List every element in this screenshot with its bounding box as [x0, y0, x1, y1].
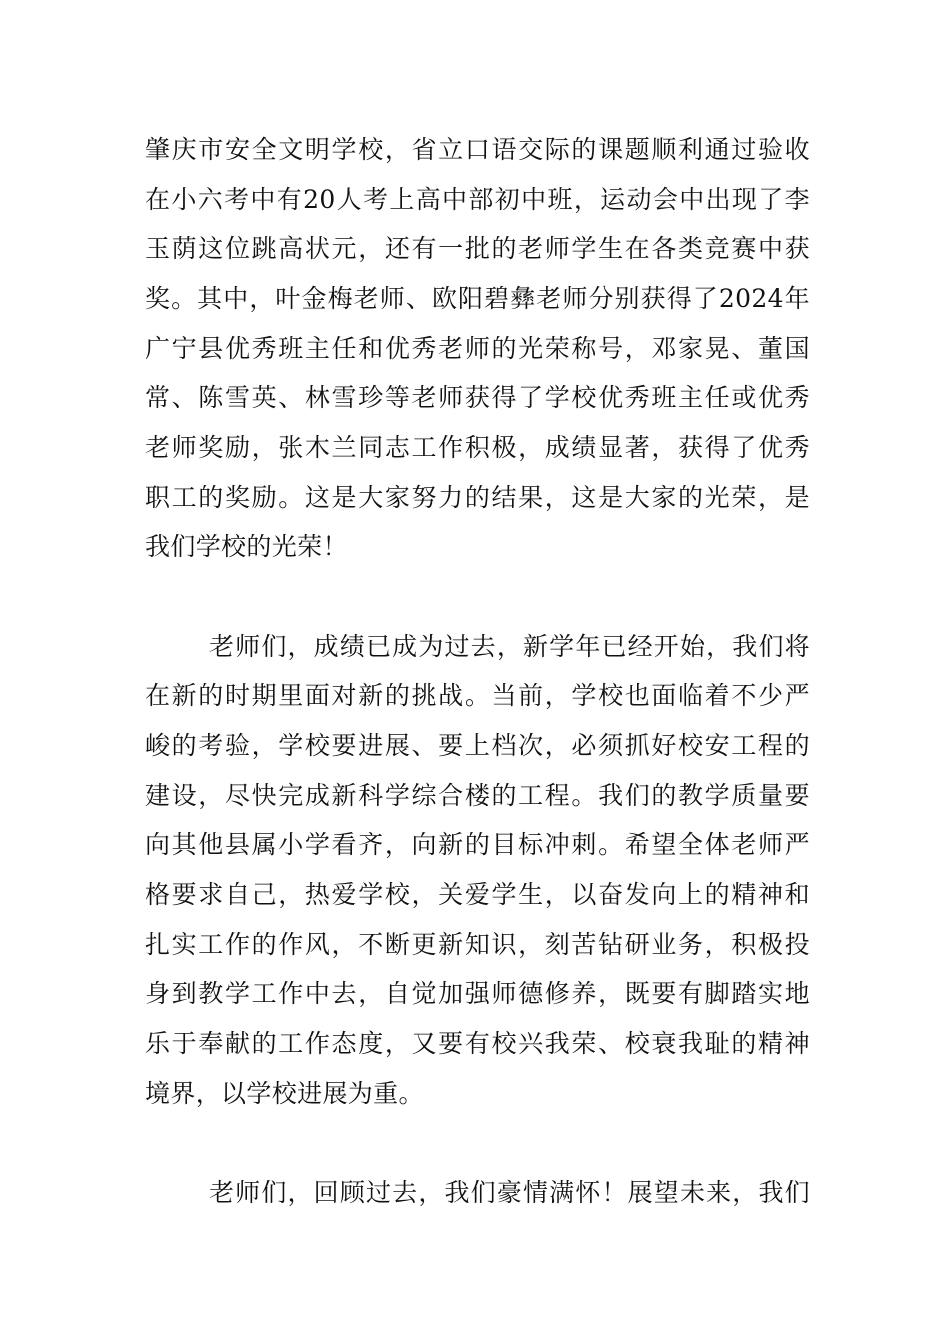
- paragraph-1-line-9: 我们学校的光荣！: [145, 532, 348, 561]
- paragraph-2-line-6: 格要求自己，热爱学校，关爱学生，以奋发向上的精神和: [145, 880, 810, 909]
- paragraph-3-line-1: 老师们，回顾过去，我们豪情满怀！展望未来，我们: [209, 1178, 810, 1207]
- paragraph-2-line-10: 境界，以学校进展为重。: [145, 1079, 424, 1108]
- paragraph-1-line-7: 老师奖励，张木兰同志工作积极，成绩显著，获得了优秀: [145, 433, 810, 462]
- paragraph-1-line-6: 常、陈雪英、林雪珍等老师获得了学校优秀班主任或优秀: [145, 383, 810, 412]
- paragraph-2-line-4: 建设，尽快完成新科学综合楼的工程。我们的教学质量要: [145, 781, 810, 810]
- paragraph-2-line-1: 老师们，成绩已成为过去，新学年已经开始，我们将: [209, 632, 810, 661]
- paragraph-2-line-7: 扎实工作的作风，不断更新知识，刻苦钻研业务，积极投: [145, 930, 810, 959]
- paragraph-1-line-2: 在小六考中有20人考上高中部初中班，运动会中出现了李: [145, 185, 810, 214]
- paragraph-1-line-4: 奖。其中，叶金梅老师、欧阳碧彝老师分别获得了2024年: [145, 284, 810, 313]
- paragraph-2-line-9: 乐于奉献的工作态度，又要有校兴我荣、校衰我耻的精神: [145, 1029, 810, 1058]
- paragraph-1-line-3: 玉荫这位跳高状元，还有一批的老师学生在各类竞赛中获: [145, 234, 810, 263]
- paragraph-2-line-8: 身到教学工作中去，自觉加强师德修养，既要有脚踏实地: [145, 979, 810, 1008]
- paragraph-2-line-3: 峻的考验，学校要进展、要上档次，必须抓好校安工程的: [145, 731, 810, 760]
- paragraph-2-line-2: 在新的时期里面对新的挑战。当前，学校也面临着不少严: [145, 681, 810, 710]
- paragraph-1-line-5: 广宁县优秀班主任和优秀老师的光荣称号，邓家晃、董国: [145, 334, 810, 363]
- paragraph-2-line-5: 向其他县属小学看齐，向新的目标冲刺。希望全体老师严: [145, 830, 810, 859]
- paragraph-1-line-8: 职工的奖励。这是大家努力的结果，这是大家的光荣，是: [145, 483, 810, 512]
- paragraph-1-line-1: 肇庆市安全文明学校，省立口语交际的课题顺利通过验收: [145, 135, 810, 164]
